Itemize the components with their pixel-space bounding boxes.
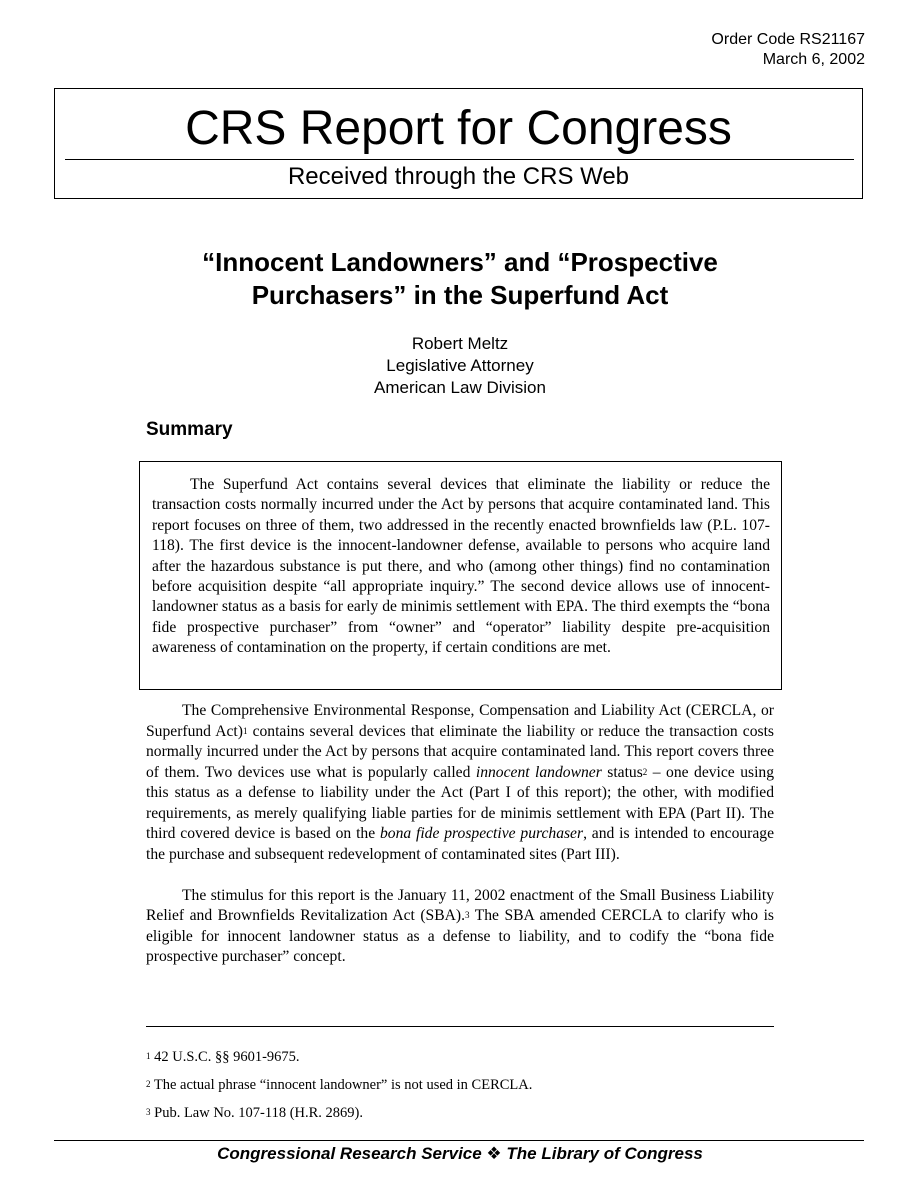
text-run: The Comprehensive Environmental Response, Compensation and Liability Act (CERCLA, or Superfund Act): [146, 702, 774, 740]
body-paragraph-1: [146, 701, 774, 865]
text-run: – one device using this status as a defense to liability under the Act (Part I of this report); the other, with modified requirements, as merely qualifying liable parties for de minimis settlement with EPA (Part II). The third covered device is based on the: [146, 763, 775, 842]
author-division: American Law Division: [374, 378, 546, 397]
footer-crs: Congressional Research Service: [217, 1144, 487, 1163]
banner-subtitle: Received through the CRS Web: [287, 163, 630, 190]
footnote-3: [146, 1104, 363, 1122]
text-run: , and is intended to encourage the purchase and subsequent redevelopment of contaminated sites (Part III).: [146, 825, 775, 863]
italic-term: innocent landowner: [475, 763, 602, 781]
report-title-line-2: Purchasers” in the Superfund Act: [251, 280, 669, 310]
footnote-ref-2: 2: [642, 766, 648, 777]
footnote-divider: [146, 1026, 774, 1027]
summary-text: The Superfund Act contains several devices that eliminate the liability or reduce the transaction costs normally incurred under the Act by persons that acquire contaminated land. This report focuses on three of them, two addressed in the recently enacted brownfields law (P.L. 107-118). The first device is the innocent-landowner defense, available to persons who acquire land after the hazardous substance is put there, and who (among other things) find no contamination before acquisition despite “all appropriate inquiry.” The second device allows use of innocent-landowner status as a basis for early de minimis settlement with EPA. The third exempts the “bona fide prospective purchaser” from “owner” and “operator” liability despite pre-acquisition awareness of contamination on the property, if certain conditions are met.: [152, 476, 770, 657]
footnote-text: Pub. Law No. 107-118 (H.R. 2869).: [150, 1105, 364, 1121]
report-date: March 6, 2002: [762, 51, 865, 68]
summary-heading: Summary: [146, 419, 233, 440]
footnote-ref-3: 3: [465, 910, 470, 920]
footer-loc: The Library of Congress: [501, 1144, 703, 1163]
report-title: [100, 246, 820, 312]
text-run: The stimulus for this report is the January 11, 2002 enactment of the Small Business Liability Relief and Brownfields Revitalization Act (SBA).: [146, 886, 774, 924]
page-footer: [0, 1143, 920, 1165]
report-banner: [54, 88, 863, 199]
author-block: [200, 333, 720, 399]
footnote-text: 42 U.S.C. §§ 9601-9675.: [150, 1049, 300, 1065]
text-run: contains several devices that eliminate the liability or reduce the transaction costs normally incurred under the Act by persons that acquire contaminated land. This report covers three of them. Two devices use what is popularly called: [146, 722, 774, 781]
report-title-line-1: “Innocent Landowners” and “Prospective: [202, 247, 718, 277]
diamond-icon: ❖: [486, 1144, 502, 1163]
banner-divider: [65, 159, 854, 160]
body-paragraph-2: [146, 886, 774, 968]
order-info: [711, 30, 865, 70]
text-run: The SBA amended CERCLA to clarify who is eligible for innocent landowner status as a defense to liability, and to codify the “bona fide prospective purchaser” concept.: [146, 907, 775, 965]
footer-divider: [54, 1140, 864, 1141]
footnote-ref-1: 1: [242, 725, 248, 736]
footnote-number: 1: [146, 1051, 151, 1061]
footnote-2: [146, 1076, 532, 1094]
body-text: [146, 701, 774, 988]
footnote-1: [146, 1048, 300, 1066]
italic-term: bona fide prospective purchaser: [379, 825, 584, 842]
summary-box: [139, 461, 782, 690]
footnote-text: The actual phrase “innocent landowner” is not used in CERCLA.: [150, 1077, 533, 1093]
author-name: Robert Meltz: [411, 334, 509, 353]
order-code: Order Code RS21167: [711, 31, 865, 48]
footnote-number: 2: [146, 1079, 151, 1089]
text-run: status: [601, 763, 643, 781]
footnote-number: 3: [146, 1107, 151, 1117]
banner-title: CRS Report for Congress: [185, 102, 732, 155]
author-title: Legislative Attorney: [386, 356, 534, 375]
